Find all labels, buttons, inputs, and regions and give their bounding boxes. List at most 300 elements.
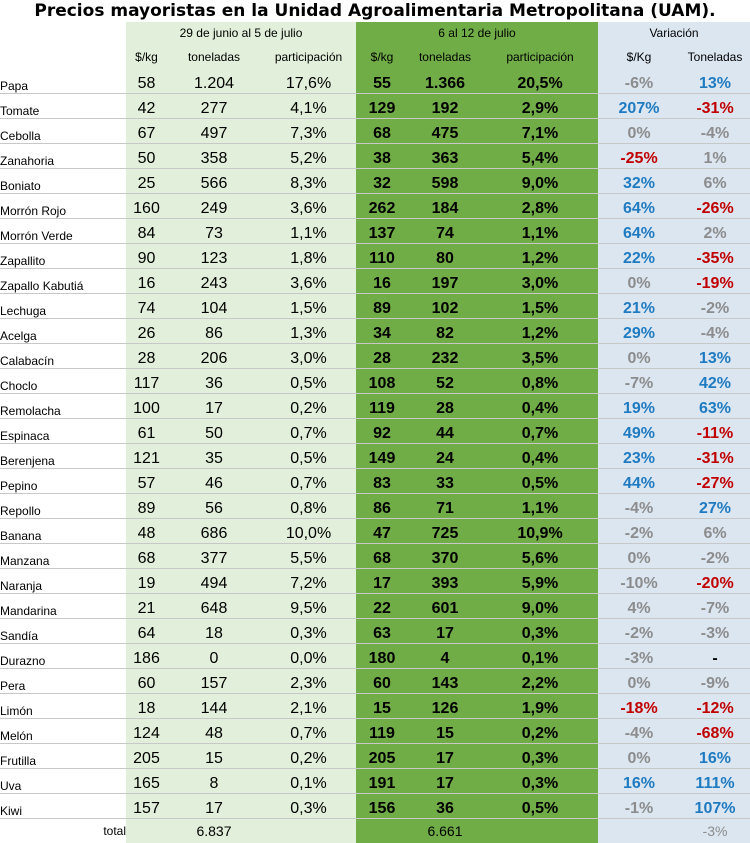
p1-price: 165 (126, 769, 167, 794)
p2-price: 137 (356, 219, 408, 244)
p1-share: 0,8% (261, 494, 356, 519)
p1-tons: 358 (167, 144, 261, 169)
p1-tons: 50 (167, 419, 261, 444)
table-row (0, 269, 750, 294)
table-row (0, 719, 750, 744)
p2-share: 5,4% (482, 144, 598, 169)
var-price: 64% (598, 194, 680, 219)
product-name: Zapallito (0, 244, 126, 269)
var-tons-header: Toneladas (680, 44, 750, 69)
table-row (0, 644, 750, 669)
p1-share: 10,0% (261, 519, 356, 544)
p2-tons: 4 (408, 644, 482, 669)
table-body (0, 69, 750, 819)
table-row (0, 394, 750, 419)
p1-tons: 243 (167, 269, 261, 294)
p1-share: 0,7% (261, 719, 356, 744)
total-p1-tons: 6.837 (167, 819, 261, 843)
p2-price: 83 (356, 469, 408, 494)
p1-share: 0,2% (261, 394, 356, 419)
p1-tons: 17 (167, 394, 261, 419)
p2-price: 34 (356, 319, 408, 344)
var-tons: 63% (680, 394, 750, 419)
p2-price: 191 (356, 769, 408, 794)
table-row (0, 419, 750, 444)
corner-cell (0, 22, 126, 44)
p2-price: 262 (356, 194, 408, 219)
p2-share: 0,3% (482, 744, 598, 769)
p2-share: 7,1% (482, 119, 598, 144)
product-column-header (0, 44, 126, 69)
p1-price: 28 (126, 344, 167, 369)
var-price: -2% (598, 619, 680, 644)
p1-tons: 36 (167, 369, 261, 394)
p1-share: 0,7% (261, 469, 356, 494)
p2-share: 2,9% (482, 94, 598, 119)
p2-tons: 36 (408, 794, 482, 819)
p2-tons: 232 (408, 344, 482, 369)
total-p1-price (126, 819, 167, 843)
p2-tons: 82 (408, 319, 482, 344)
p2-tons: 15 (408, 719, 482, 744)
p1-price: 100 (126, 394, 167, 419)
p1-tons: 686 (167, 519, 261, 544)
p1-share: 9,5% (261, 594, 356, 619)
p2-price: 119 (356, 394, 408, 419)
price-table (0, 22, 750, 843)
p2-share: 1,1% (482, 219, 598, 244)
p1-share: 8,3% (261, 169, 356, 194)
p2-tons: 52 (408, 369, 482, 394)
var-price: 21% (598, 294, 680, 319)
p2-price: 119 (356, 719, 408, 744)
p2-price: 38 (356, 144, 408, 169)
table-row (0, 469, 750, 494)
p1-price: 60 (126, 669, 167, 694)
var-tons: 1% (680, 144, 750, 169)
p1-price: 25 (126, 169, 167, 194)
var-price: 0% (598, 744, 680, 769)
var-tons: 107% (680, 794, 750, 819)
p1-price: 64 (126, 619, 167, 644)
p2-tons: 126 (408, 694, 482, 719)
var-tons: 42% (680, 369, 750, 394)
table-row (0, 244, 750, 269)
p1-share: 0,2% (261, 744, 356, 769)
product-name: Papa (0, 69, 126, 94)
p2-share: 0,1% (482, 644, 598, 669)
var-tons: 13% (680, 344, 750, 369)
p2-tons: 601 (408, 594, 482, 619)
product-name: Cebolla (0, 119, 126, 144)
var-tons: -12% (680, 694, 750, 719)
product-name: Choclo (0, 369, 126, 394)
p2-tons: 370 (408, 544, 482, 569)
p1-price: 89 (126, 494, 167, 519)
var-price: -3% (598, 644, 680, 669)
p2-tons: 28 (408, 394, 482, 419)
var-price: 64% (598, 219, 680, 244)
p1-tons: 48 (167, 719, 261, 744)
table-row (0, 219, 750, 244)
p1-share: 5,5% (261, 544, 356, 569)
var-price: -6% (598, 69, 680, 94)
product-name: Mandarina (0, 594, 126, 619)
p2-share: 1,5% (482, 294, 598, 319)
var-price: -10% (598, 569, 680, 594)
var-price: 22% (598, 244, 680, 269)
p2-share: 1,1% (482, 494, 598, 519)
var-tons: 16% (680, 744, 750, 769)
p2-price: 149 (356, 444, 408, 469)
p1-share: 3,6% (261, 269, 356, 294)
period-2-header: 6 al 12 de julio (356, 22, 598, 44)
table-row (0, 69, 750, 94)
var-price-header: $/Kg (598, 44, 680, 69)
p2-tons: 102 (408, 294, 482, 319)
var-price: -7% (598, 369, 680, 394)
var-price: 32% (598, 169, 680, 194)
p2-price: 28 (356, 344, 408, 369)
p2-tons: 475 (408, 119, 482, 144)
p1-price: 50 (126, 144, 167, 169)
total-p2-share (482, 819, 598, 843)
p2-share: 0,5% (482, 794, 598, 819)
p1-price: 61 (126, 419, 167, 444)
p1-price: 157 (126, 794, 167, 819)
p2-price: 180 (356, 644, 408, 669)
p2-share: 0,5% (482, 469, 598, 494)
p1-tons: 104 (167, 294, 261, 319)
p2-share: 20,5% (482, 69, 598, 94)
p2-share: 5,6% (482, 544, 598, 569)
p2-tons: 44 (408, 419, 482, 444)
p2-price: 110 (356, 244, 408, 269)
p1-tons: 35 (167, 444, 261, 469)
page-title: Precios mayoristas en la Unidad Agroalimentaria Metropolitana (UAM). (0, 0, 750, 22)
p1-tons: 0 (167, 644, 261, 669)
p1-tons: 157 (167, 669, 261, 694)
p2-share: 3,0% (482, 269, 598, 294)
p2-tons: 33 (408, 469, 482, 494)
table-row (0, 319, 750, 344)
variation-header: Variación (598, 22, 750, 44)
p1-price: 68 (126, 544, 167, 569)
p1-share: 3,6% (261, 194, 356, 219)
p1-price: 121 (126, 444, 167, 469)
p1-tons: 17 (167, 794, 261, 819)
p2-tons: 17 (408, 619, 482, 644)
p1-share-header: participación (261, 44, 356, 69)
var-tons: -35% (680, 244, 750, 269)
var-tons: -11% (680, 419, 750, 444)
p1-tons: 144 (167, 694, 261, 719)
product-name: Berenjena (0, 444, 126, 469)
product-name: Banana (0, 519, 126, 544)
p1-price: 186 (126, 644, 167, 669)
p2-tons: 74 (408, 219, 482, 244)
p2-share: 1,2% (482, 319, 598, 344)
p1-tons: 15 (167, 744, 261, 769)
p1-price: 90 (126, 244, 167, 269)
p1-tons: 86 (167, 319, 261, 344)
p2-tons: 1.366 (408, 69, 482, 94)
p1-tons: 56 (167, 494, 261, 519)
p2-price-header: $/kg (356, 44, 408, 69)
var-price: 44% (598, 469, 680, 494)
var-tons: -31% (680, 444, 750, 469)
p2-price: 15 (356, 694, 408, 719)
total-var-price (598, 819, 680, 843)
p1-share: 0,7% (261, 419, 356, 444)
product-name: Manzana (0, 544, 126, 569)
product-name: Frutilla (0, 744, 126, 769)
p2-price: 205 (356, 744, 408, 769)
p1-share: 17,6% (261, 69, 356, 94)
p2-tons: 143 (408, 669, 482, 694)
table-row (0, 619, 750, 644)
p1-tons: 123 (167, 244, 261, 269)
var-tons: -3% (680, 619, 750, 644)
p2-tons-header: toneladas (408, 44, 482, 69)
var-tons: 2% (680, 219, 750, 244)
table-row (0, 694, 750, 719)
product-name: Sandía (0, 619, 126, 644)
table-row (0, 569, 750, 594)
p2-tons: 192 (408, 94, 482, 119)
var-price: 207% (598, 94, 680, 119)
p1-tons: 249 (167, 194, 261, 219)
p2-price: 89 (356, 294, 408, 319)
p1-price: 67 (126, 119, 167, 144)
p2-share: 1,9% (482, 694, 598, 719)
var-price: 0% (598, 119, 680, 144)
product-name: Naranja (0, 569, 126, 594)
p2-price: 68 (356, 544, 408, 569)
table-row (0, 294, 750, 319)
product-name: Lechuga (0, 294, 126, 319)
p1-share: 1,5% (261, 294, 356, 319)
total-p2-price (356, 819, 408, 843)
p1-price: 58 (126, 69, 167, 94)
table-row (0, 744, 750, 769)
table-row (0, 544, 750, 569)
table-row (0, 769, 750, 794)
p1-price: 26 (126, 319, 167, 344)
p1-share: 1,8% (261, 244, 356, 269)
table-row (0, 519, 750, 544)
p2-share: 0,3% (482, 619, 598, 644)
p2-share: 2,8% (482, 194, 598, 219)
p2-price: 60 (356, 669, 408, 694)
p2-price: 55 (356, 69, 408, 94)
p2-share: 0,4% (482, 394, 598, 419)
var-price: 29% (598, 319, 680, 344)
var-price: -2% (598, 519, 680, 544)
product-name: Pepino (0, 469, 126, 494)
p1-price: 124 (126, 719, 167, 744)
p2-tons: 24 (408, 444, 482, 469)
p1-price: 18 (126, 694, 167, 719)
var-tons: -31% (680, 94, 750, 119)
var-tons: 13% (680, 69, 750, 94)
p1-share: 3,0% (261, 344, 356, 369)
product-name: Zanahoria (0, 144, 126, 169)
p2-tons: 197 (408, 269, 482, 294)
product-name: Morrón Verde (0, 219, 126, 244)
var-tons: -2% (680, 544, 750, 569)
var-tons: -68% (680, 719, 750, 744)
product-name: Espinaca (0, 419, 126, 444)
product-name: Calabacín (0, 344, 126, 369)
p2-price: 129 (356, 94, 408, 119)
p2-share: 0,4% (482, 444, 598, 469)
p2-price: 63 (356, 619, 408, 644)
p2-tons: 393 (408, 569, 482, 594)
product-name: Acelga (0, 319, 126, 344)
p1-tons-header: toneladas (167, 44, 261, 69)
product-name: Tomate (0, 94, 126, 119)
p1-price: 205 (126, 744, 167, 769)
p1-tons: 277 (167, 94, 261, 119)
p1-price-header: $/kg (126, 44, 167, 69)
p1-tons: 494 (167, 569, 261, 594)
p1-price: 117 (126, 369, 167, 394)
p2-price: 156 (356, 794, 408, 819)
p2-share-header: participación (482, 44, 598, 69)
var-tons: -26% (680, 194, 750, 219)
p2-share: 3,5% (482, 344, 598, 369)
p1-share: 7,2% (261, 569, 356, 594)
var-price: -25% (598, 144, 680, 169)
var-price: -4% (598, 719, 680, 744)
p2-price: 92 (356, 419, 408, 444)
p1-price: 42 (126, 94, 167, 119)
var-tons: -4% (680, 119, 750, 144)
product-name: Pera (0, 669, 126, 694)
total-row (0, 819, 750, 843)
var-tons: -2% (680, 294, 750, 319)
p2-price: 47 (356, 519, 408, 544)
table-row (0, 444, 750, 469)
var-tons: - (680, 644, 750, 669)
p1-tons: 1.204 (167, 69, 261, 94)
var-tons: 111% (680, 769, 750, 794)
p2-price: 16 (356, 269, 408, 294)
var-tons: 6% (680, 519, 750, 544)
p2-price: 68 (356, 119, 408, 144)
total-label: total (0, 819, 126, 843)
var-tons: -19% (680, 269, 750, 294)
var-price: -4% (598, 494, 680, 519)
p2-tons: 363 (408, 144, 482, 169)
p2-tons: 184 (408, 194, 482, 219)
p2-share: 0,8% (482, 369, 598, 394)
var-price: 16% (598, 769, 680, 794)
var-tons: -7% (680, 594, 750, 619)
p2-price: 86 (356, 494, 408, 519)
p2-share: 0,7% (482, 419, 598, 444)
var-price: 49% (598, 419, 680, 444)
table-row (0, 169, 750, 194)
product-name: Kiwi (0, 794, 126, 819)
var-tons: -4% (680, 319, 750, 344)
p1-share: 0,1% (261, 769, 356, 794)
var-price: 0% (598, 269, 680, 294)
table-row (0, 594, 750, 619)
total-p1-share (261, 819, 356, 843)
p1-tons: 73 (167, 219, 261, 244)
p1-tons: 18 (167, 619, 261, 644)
total-p2-tons: 6.661 (408, 819, 482, 843)
p1-share: 1,3% (261, 319, 356, 344)
var-tons: -27% (680, 469, 750, 494)
product-name: Morrón Rojo (0, 194, 126, 219)
p1-price: 21 (126, 594, 167, 619)
var-price: -18% (598, 694, 680, 719)
var-price: 0% (598, 344, 680, 369)
product-name: Melón (0, 719, 126, 744)
p1-tons: 206 (167, 344, 261, 369)
p1-price: 48 (126, 519, 167, 544)
p2-share: 5,9% (482, 569, 598, 594)
p2-share: 9,0% (482, 594, 598, 619)
var-price: 0% (598, 669, 680, 694)
var-price: 4% (598, 594, 680, 619)
p2-share: 10,9% (482, 519, 598, 544)
var-tons: 27% (680, 494, 750, 519)
p1-share: 7,3% (261, 119, 356, 144)
p1-share: 1,1% (261, 219, 356, 244)
table-row (0, 194, 750, 219)
var-price: -1% (598, 794, 680, 819)
product-name: Uva (0, 769, 126, 794)
p1-share: 0,3% (261, 619, 356, 644)
p2-share: 0,2% (482, 719, 598, 744)
p2-share: 1,2% (482, 244, 598, 269)
product-name: Limón (0, 694, 126, 719)
p1-share: 0,0% (261, 644, 356, 669)
p1-price: 160 (126, 194, 167, 219)
var-price: 19% (598, 394, 680, 419)
var-price: 23% (598, 444, 680, 469)
p1-share: 4,1% (261, 94, 356, 119)
var-tons: 6% (680, 169, 750, 194)
total-var-tons: -3% (680, 819, 750, 843)
p1-share: 2,1% (261, 694, 356, 719)
p1-tons: 648 (167, 594, 261, 619)
p2-price: 108 (356, 369, 408, 394)
product-name: Repollo (0, 494, 126, 519)
p2-tons: 80 (408, 244, 482, 269)
product-name: Durazno (0, 644, 126, 669)
p1-tons: 497 (167, 119, 261, 144)
var-price: 0% (598, 544, 680, 569)
p1-share: 0,3% (261, 794, 356, 819)
product-name: Remolacha (0, 394, 126, 419)
p1-price: 74 (126, 294, 167, 319)
p1-share: 0,5% (261, 444, 356, 469)
table-row (0, 669, 750, 694)
var-tons: -9% (680, 669, 750, 694)
p1-share: 0,5% (261, 369, 356, 394)
p1-price: 19 (126, 569, 167, 594)
table-row (0, 119, 750, 144)
table-row (0, 94, 750, 119)
table-row (0, 344, 750, 369)
var-tons: -20% (680, 569, 750, 594)
p1-tons: 46 (167, 469, 261, 494)
